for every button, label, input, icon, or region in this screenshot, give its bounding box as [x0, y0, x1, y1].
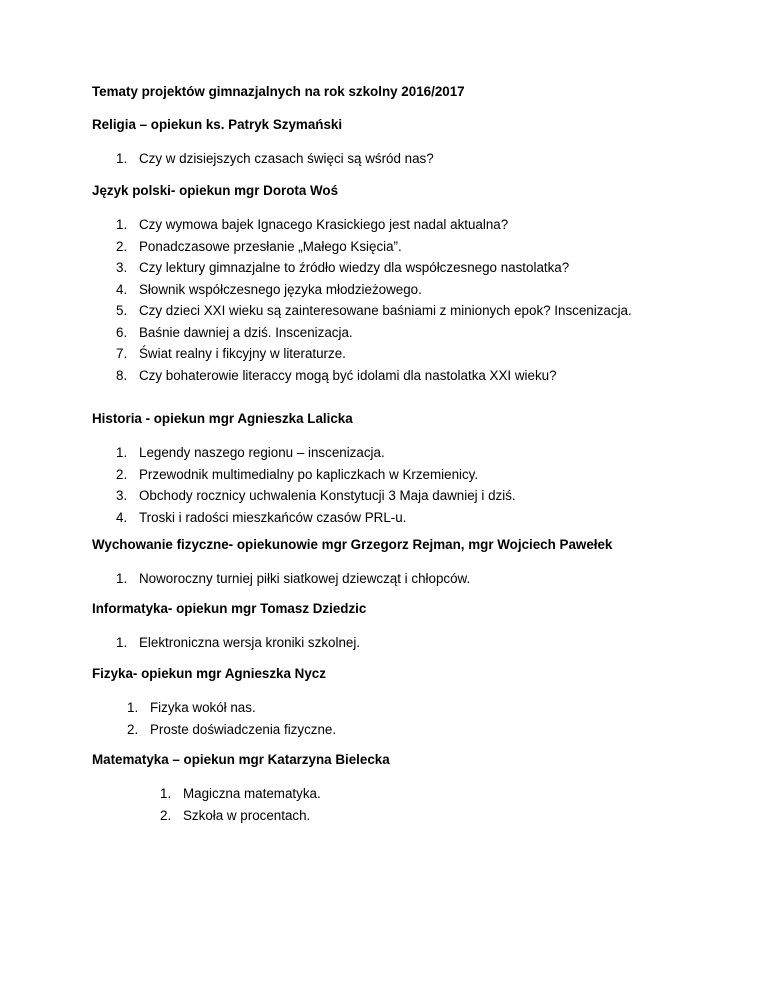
item-text: Czy dzieci XXI wieku są zainteresowane baśniami z minionych epok? Inscenizacja.	[139, 303, 632, 318]
item-number: 1.	[116, 635, 128, 650]
item-number: 4.	[116, 509, 128, 525]
item-text: Obchody rocznicy uchwalenia Konstytucji 3 Maja dawniej i dziś.	[139, 488, 516, 503]
item-number: 1.	[116, 217, 128, 232]
item-text: Elektroniczna wersja kroniki szkolnej.	[139, 635, 361, 650]
item-text: Magiczna matematyka.	[183, 786, 321, 801]
item-number: 4.	[116, 281, 128, 297]
document-title: Tematy projektów gimnazjalnych na rok szkolny 2016/2017	[92, 84, 465, 99]
item-number: 3.	[116, 488, 128, 503]
item-text: Troski i radości mieszkańców czasów PRL-u.	[139, 509, 407, 525]
section-heading: Matematyka – opiekun mgr Katarzyna Bielecka	[92, 752, 390, 767]
section-heading: Fizyka- opiekun mgr Agnieszka Nycz	[92, 666, 326, 681]
item-number: 1.	[116, 445, 128, 460]
item-number: 5.	[116, 303, 128, 318]
item-number: 1.	[116, 151, 128, 166]
item-number: 7.	[116, 346, 128, 361]
item-text: Baśnie dawniej a dziś. Inscenizacja.	[139, 324, 353, 340]
item-number: 2.	[116, 238, 128, 254]
item-number: 2.	[116, 466, 128, 482]
item-text: Świat realny i fikcyjny w literaturze.	[139, 346, 346, 361]
item-number: 6.	[116, 324, 128, 340]
item-number: 2.	[160, 807, 172, 823]
item-text: Ponadczasowe przesłanie „Małego Księcia”.	[139, 238, 402, 254]
item-text: Czy lektury gimnazjalne to źródło wiedzy dla współczesnego nastolatka?	[139, 260, 570, 275]
item-number: 2.	[127, 721, 139, 737]
section-heading: Wychowanie fizyczne- opiekunowie mgr Grzegorz Rejman, mgr Wojciech Pawełek	[92, 537, 613, 552]
section-heading: Historia - opiekun mgr Agnieszka Lalicka	[92, 411, 353, 426]
section-heading: Religia – opiekun ks. Patryk Szymański	[92, 117, 343, 132]
item-text: Legendy naszego regionu – inscenizacja.	[139, 445, 385, 460]
item-text: Czy wymowa bajek Ignacego Krasickiego jest nadal aktualna?	[139, 217, 509, 232]
item-text: Szkoła w procentach.	[183, 807, 311, 823]
item-text: Przewodnik multimedialny po kapliczkach w Krzemienicy.	[139, 466, 479, 482]
item-number: 8.	[116, 367, 128, 383]
section-heading: Język polski- opiekun mgr Dorota Woś	[92, 183, 339, 198]
item-number: 1.	[160, 786, 172, 801]
item-text: Czy w dzisiejszych czasach święci są wśród nas?	[139, 151, 434, 166]
item-text: Fizyka wokół nas.	[150, 700, 256, 715]
section-heading: Informatyka- opiekun mgr Tomasz Dziedzic	[92, 601, 367, 616]
item-number: 3.	[116, 260, 128, 275]
item-number: 1.	[116, 571, 128, 586]
item-text: Noworoczny turniej piłki siatkowej dziewcząt i chłopców.	[139, 571, 471, 586]
item-number: 1.	[127, 700, 139, 715]
item-text: Słownik współczesnego języka młodzieżowego.	[139, 281, 422, 297]
item-text: Proste doświadczenia fizyczne.	[150, 721, 337, 737]
item-text: Czy bohaterowie literaccy mogą być idolami dla nastolatka XXI wieku?	[139, 367, 557, 383]
